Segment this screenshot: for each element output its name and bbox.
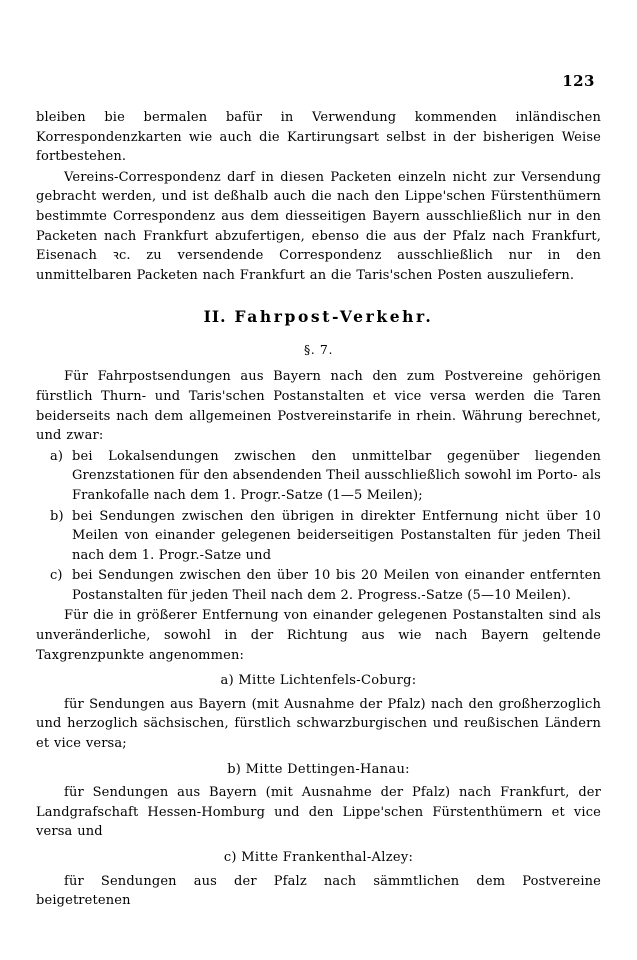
- point-heading-a: a) Mitte Lichtenfels-Coburg:: [220, 673, 417, 689]
- paragraph-vereins-correspondenz: Vereins-Correspondenz darf in diesen Packeten einzeln nicht zur Versendung gebracht werden, und ist deßhalb auch die nach den Lippe'schen Fürstenthümern bestimmte Correspondenz aus dem diesseitigen Bayern ausschließlich nur in den Packeten nach Frankfurt abzufertigen, ebenso die aus der Pfalz nach Frankfurt, Eisenach ꝛc. zu versendende Correspondenz ausschließlich nur in den unmittelbaren Packeten nach Frankfurt an die Taris'schen Posten auszuliefern.: [36, 169, 601, 283]
- section-title: Fahrpost-Verkehr.: [234, 307, 434, 327]
- point-text-b: für Sendungen aus Bayern (mit Ausnahme der Pfalz) nach Frankfurt, der Landgrafschaft Hessen-Homburg und den Lippe'schen Fürstenthümern et vice versa und: [36, 785, 601, 840]
- point-text-c: für Sendungen aus der Pfalz nach sämmtlichen dem Postvereine beigetretenen: [36, 873, 601, 909]
- list-item: [36, 566, 601, 605]
- list-item-text: bei Sendungen zwischen den übrigen in direkter Entfernung nicht über 10 Meilen von einander gelegenen beiderseitigen Postanstalten für jeden Theil nach dem 1. Progr.-Satze und: [72, 508, 601, 563]
- paragraph-continuation: bleiben bie bermalen bafür in Verwendung kommenden inländischen Korrespondenzkarten wie auch die Kartirungsart selbst in der bisherigen Weise fortbestehen.: [36, 110, 601, 165]
- paragraph-after-list: Für die in größerer Entfernung von einander gelegenen Postanstalten sind als unveränderliche, sowohl in der Richtung aus wie nach Bayern geltende Taxgrenzpunkte angenommen:: [36, 608, 601, 663]
- section-heading: [36, 307, 601, 326]
- list-item: [36, 447, 601, 506]
- section-numeral: II.: [203, 307, 227, 327]
- list-item-text: bei Lokalsendungen zwischen den unmittelbar gegenüber liegenden Grenzstationen für den absendenden Theil ausschließlich sowohl im Porto- als Frankofalle nach dem 1. Progr.-Satze (1—5 Meilen);: [72, 448, 601, 503]
- paragraph-intro: Für Fahrpostsendungen aus Bayern nach den zum Postvereine gehörigen fürstlich Thurn- und Taris'schen Postanstalten et vice versa werden die Taren beiderseits nach dem allgemeinen Postvereinstarife in rhein. Währung berechnet, und zwar:: [36, 369, 601, 444]
- page-content: [36, 108, 601, 912]
- point-heading-b: b) Mitte Dettingen-Hanau:: [227, 761, 410, 777]
- list-item-marker: c): [50, 568, 63, 584]
- list-item: [36, 507, 601, 566]
- point-text-a: für Sendungen aus Bayern (mit Ausnahme der Pfalz) nach den großherzoglich und herzoglich sächsischen, fürstlich schwarzburgischen und reußischen Ländern et vice versa;: [36, 696, 601, 752]
- list-item-text: bei Sendungen zwischen den über 10 bis 20 Meilen von einander entfernten Postanstalten für jeden Theil nach dem 2. Progress.-Satze (5—10 Meilen).: [72, 568, 601, 603]
- list-item-marker: a): [50, 448, 64, 464]
- page-number: 123: [562, 72, 595, 90]
- point-heading-c: c) Mitte Frankenthal-Alzey:: [223, 850, 414, 865]
- tariff-list: [36, 447, 601, 606]
- paragraph-mark: §. 7.: [303, 342, 334, 358]
- list-item-marker: b): [50, 508, 64, 524]
